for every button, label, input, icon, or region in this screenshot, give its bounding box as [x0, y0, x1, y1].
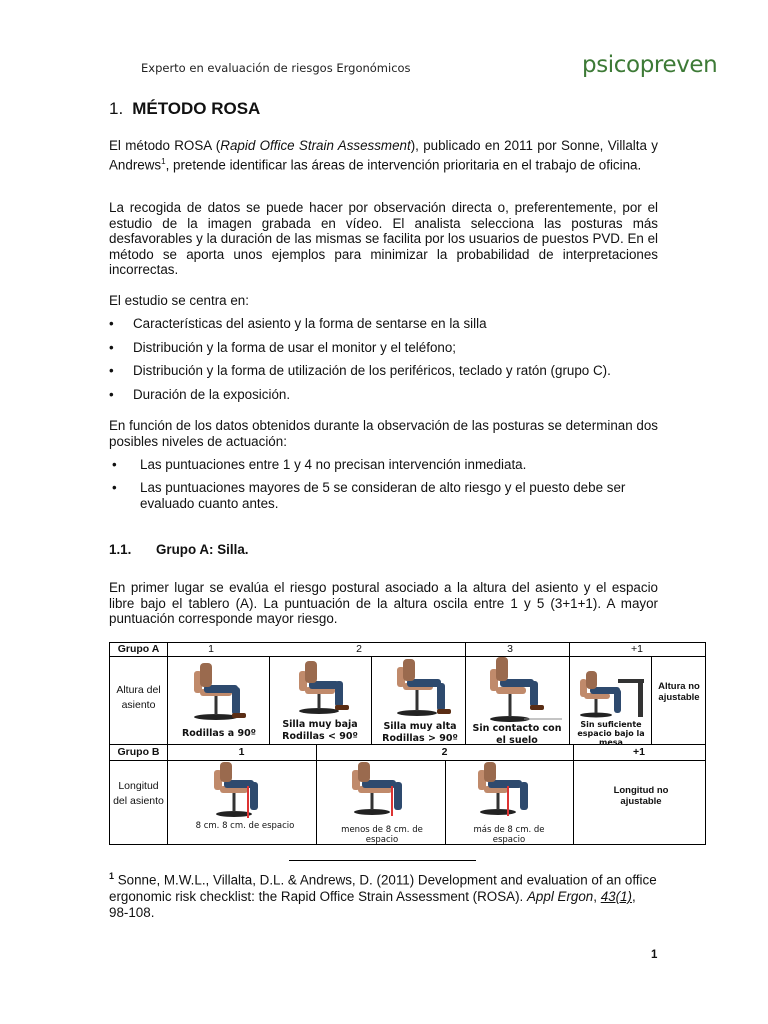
method-full-name: Rapid Office Strain Assessment [220, 138, 411, 153]
list-item: • Distribución y la forma de usar el monitor y el teléfono; [109, 339, 457, 355]
chair-posture-illustration [474, 762, 544, 818]
group-b-score-2: 2 [441, 746, 448, 758]
group-b-label: Grupo B [117, 746, 160, 758]
list-item: • Las puntuaciones mayores de 5 se consideran de alto riesgo y el puesto debe ser evaluado cuanto antes. [112, 480, 626, 511]
section-heading [109, 99, 260, 119]
subsection-heading [109, 542, 249, 557]
group-a-score-2: 2 [356, 643, 362, 655]
caption-mas-8cm: más de 8 cm. de espacio [473, 825, 545, 845]
footnote: $^1$ Sonne, M.W.L., Villalta, D.L. & Andrews, D. (2011) Development and evaluation of an office ergonomic risk checklist: the Rapid Office Strain Assessment (ROSA). Appl Ergon, 43(1), 98-108. [109, 871, 657, 921]
group-a-score-extra: +1 [631, 643, 643, 655]
list-item: • Las puntuaciones entre 1 y 4 no precisan intervención inmediata. [112, 457, 527, 472]
chair-posture-illustration [348, 762, 418, 818]
chair-posture-illustration [480, 657, 562, 723]
chair-posture-illustration [383, 659, 465, 719]
caption-8cm: 8 cm. 8 cm. de espacio [195, 821, 295, 831]
journal-volume: 43(1) [600, 888, 632, 904]
section-title: MÉTODO ROSA [132, 99, 261, 118]
bullet-icon: • [112, 480, 117, 495]
chair-posture-illustration [208, 762, 274, 820]
intro-paragraph-2: La recogida de datos se puede hacer por observación directa o, preferentemente, por el estudio de la imagen grabada en vídeo. El analista selecciona las posturas más desfavorables y la duración de las mismas se facilita por los usuarios de puestos PVD. En el método se aporta unos ejemplos para minimizar la probabilidad de interpretaciones incorrectas. [109, 200, 658, 278]
chair-posture-illustration [178, 659, 260, 725]
caption-silla-alta: Silla muy alta Rodillas > 90º [382, 721, 458, 744]
rosa-chair-table [109, 642, 706, 845]
journal-name: Appl Ergon [527, 888, 594, 904]
group-a-label: Grupo A [117, 643, 160, 655]
list-item: • Características del asiento y la forma de sentarse en la silla [109, 316, 487, 331]
caption-silla-baja: Silla muy baja Rodillas < 90º [282, 719, 358, 742]
caption-menos-8cm: menos de 8 cm. de espacio [341, 825, 423, 845]
focus-list [109, 316, 658, 410]
caption-sin-contacto: Sin contacto con el suelo [472, 723, 562, 746]
chair-posture-illustration [285, 659, 367, 717]
group-a-paragraph: En primer lugar se evalúa el riesgo postural asociado a la altura del asiento y el espacio libre bajo el tablero (A). La puntuación de la altura oscila entre 1 y 5 (3+1+1). A mayor puntuación corresponde mayor riesgo. [109, 580, 658, 627]
psicopreven-logo: psicopreven [582, 52, 718, 78]
footnote-ref[interactable]: 1 [161, 156, 166, 166]
footnote-separator [289, 860, 476, 861]
subsection-title: Grupo A: Silla. [156, 542, 249, 557]
caption-sin-espacio: Sin suficiente espacio bajo la mesa [577, 720, 645, 747]
chair-posture-illustration [574, 669, 646, 719]
altura-label: Altura del asiento [116, 684, 161, 711]
intro-paragraph-1: El método ROSA (Rapid Office Strain Assessment), publicado en 2011 por Sonne, Villalta y Andrews$^1$, pretende identificar las áreas de intervención prioritaria en el trabajo de oficina. [109, 138, 658, 173]
group-a-score-3: 3 [507, 643, 513, 655]
longitud-no-ajustable: Longitud no ajustable [613, 785, 669, 807]
altura-no-ajustable: Altura no ajustable [658, 681, 700, 703]
footnote-mark: 1 [109, 871, 115, 881]
bullet-icon: • [109, 316, 114, 331]
longitud-label: Longitud del asiento [113, 780, 164, 807]
page-number: 1 [651, 949, 658, 961]
list-item: • Distribución y la forma de utilización de los periféricos, teclado y ratón (grupo C). [109, 363, 611, 378]
header-course-title: Experto en evaluación de riesgos Ergonómicos [141, 61, 411, 75]
levels-list [109, 457, 658, 512]
caption-rodillas-90: Rodillas a 90º [181, 728, 257, 739]
bullet-icon: • [109, 363, 114, 378]
bullet-icon: • [109, 386, 114, 402]
intro-paragraph-3: El estudio se centra en: [109, 293, 249, 308]
group-a-score-1: 1 [208, 643, 214, 655]
bullet-icon: • [112, 457, 117, 472]
section-number: 1. [109, 99, 124, 118]
group-b-score-1: 1 [238, 746, 245, 758]
subsection-number: 1.1. [109, 542, 132, 557]
group-b-score-extra: +1 [633, 746, 645, 758]
list-item: • Duración de la exposición. [109, 386, 291, 402]
levels-intro: En función de los datos obtenidos durante la observación de las posturas se determinan dos posibles niveles de actuación: [109, 418, 658, 449]
bullet-icon: • [109, 339, 114, 355]
